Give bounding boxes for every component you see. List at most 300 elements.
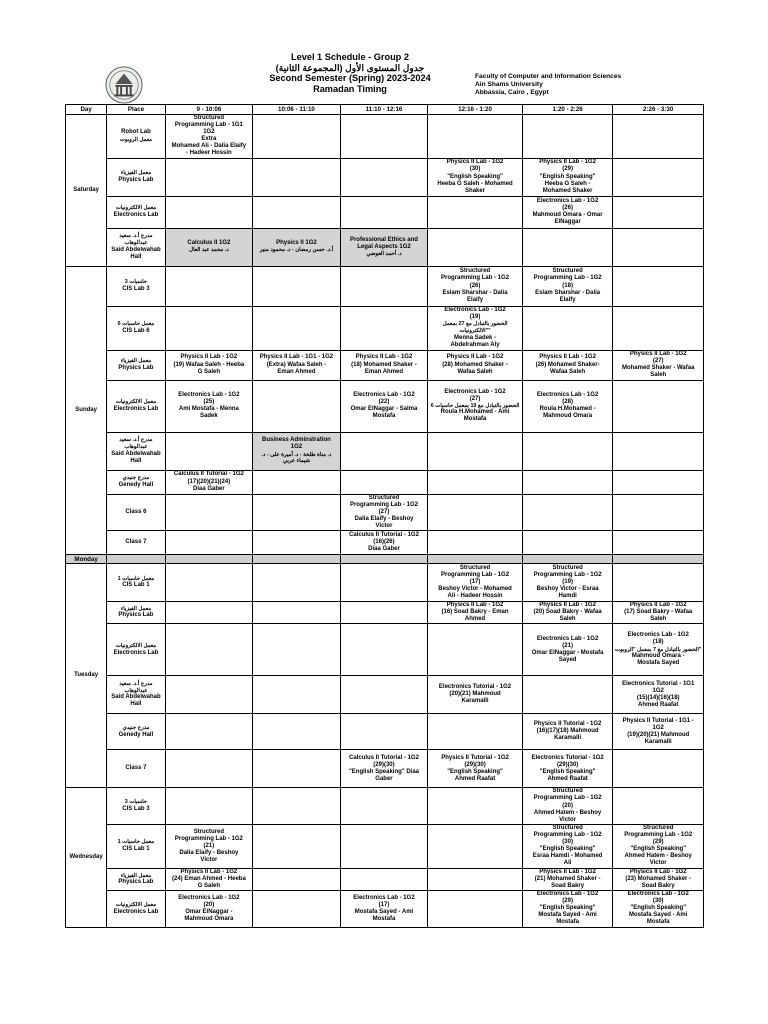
schedule-cell (428, 266, 523, 306)
cell-text: Electronics Lab (113, 405, 159, 412)
table-row (66, 564, 704, 602)
place-cell: Class 6 (107, 494, 165, 530)
schedule-cell (340, 494, 428, 530)
schedule-cell (253, 115, 341, 159)
schedule-cell (340, 115, 428, 159)
day-saturday: Saturday (66, 115, 107, 267)
table-row (66, 380, 704, 432)
schedule-cell (613, 824, 704, 868)
place-cell (107, 602, 165, 624)
schedule-cell (613, 750, 704, 788)
schedule-cell (613, 158, 704, 196)
schedule-cell (165, 115, 253, 159)
cell-text: Physics II Lab - 1G2 (16) Soad Bakry - Eman Ahmed (441, 602, 509, 623)
schedule-cell (522, 714, 613, 750)
cell-arabic-text: معمل الالكترونيات (115, 205, 157, 212)
schedule-cell (165, 350, 253, 380)
schedule-cell (165, 266, 253, 306)
schedule-cell (613, 714, 704, 750)
schedule-cell (340, 228, 428, 266)
schedule-cell (165, 531, 253, 555)
schedule-cell (253, 788, 341, 824)
cell-arabic-text: د. أحمد العوضي (366, 250, 402, 257)
place-cell (107, 115, 165, 159)
schedule-cell (522, 602, 613, 624)
cell-text: CIS Lab 1 (122, 846, 150, 853)
place-cell: Class 7 (107, 531, 165, 555)
schedule-cell (522, 350, 613, 380)
table-cell (522, 555, 613, 564)
table-cell (165, 555, 253, 564)
schedule-cell (340, 432, 428, 470)
schedule-cell (165, 228, 253, 266)
schedule-cell (613, 676, 704, 714)
cell-text: Physics II Lab - 1G2 (18) Mohamed Shaker - Eman Ahmed (351, 354, 417, 375)
place-cell: Class 7 (107, 750, 165, 788)
schedule-cell (428, 602, 523, 624)
schedule-cell (340, 624, 428, 676)
schedule-cell (522, 470, 613, 494)
cell-arabic-text: معمل الالكترونيات (115, 642, 157, 649)
cell-text: Business Adminstration 1G2 (262, 437, 331, 451)
cell-text: Structured Programming Lab - 1G2 (30) "English Speaking" Esraa Hamdi - Mohamed Ali (532, 825, 603, 867)
schedule-cell (428, 470, 523, 494)
table-row (66, 350, 704, 380)
schedule-cell (522, 891, 613, 927)
col-header-slot-2: 10:06 - 11:10 (253, 105, 341, 115)
schedule-cell (428, 196, 523, 228)
schedule-cell (165, 432, 253, 470)
schedule-cell (522, 115, 613, 159)
schedule-cell (340, 350, 428, 380)
schedule-cell (253, 380, 341, 432)
table-cell (340, 555, 428, 564)
cell-text: Physics II Tutorial - 1G2 (16)(17)(18) Mahmoud Karamalli (533, 721, 602, 742)
cell-text: Electronics Tutorial - 1G2 (29)(30) "English Speaking" Ahmed Raafat (531, 754, 604, 782)
cell-text: Physics Lab (118, 879, 154, 886)
schedule-cell (428, 788, 523, 824)
schedule-cell (165, 196, 253, 228)
schedule-cell (340, 714, 428, 750)
schedule-cell (253, 470, 341, 494)
schedule-cell (522, 676, 613, 714)
cell-arabic-text: مدرج جنيدي (122, 475, 150, 482)
schedule-cell (340, 470, 428, 494)
place-cell (107, 788, 165, 824)
schedule-cell (253, 531, 341, 555)
cell-text: Physics II Lab - 1G2 (30) "English Speaking" Heeba G Saleh - Mohamed Shaker (437, 159, 513, 194)
schedule-cell (522, 750, 613, 788)
cell-text: Physics II Tutorial - 1G1 - 1G2 (19)(20)(21) Mahmoud Karamalli (622, 717, 694, 745)
schedule-cell (522, 266, 613, 306)
schedule-cell (340, 196, 428, 228)
schedule-cell (340, 306, 428, 350)
day-monday: Monday (66, 555, 107, 564)
cell-text: Electronics Lab - 1G2 (28) Roula H.Mohamed - Mahmoud Omara (536, 391, 599, 420)
cell-text: Physics II Lab - 1G2 (21) Mohamed Shaker - Soad Bakry (534, 868, 601, 889)
schedule-cell (165, 714, 253, 750)
schedule-cell (253, 350, 341, 380)
cell-text: Roula H.Mohamed - Ami Mostafa (440, 409, 510, 423)
cell-arabic-text: أ.د. حسن رمضان - د. محمود منير (259, 247, 334, 254)
schedule-cell (428, 158, 523, 196)
schedule-cell (613, 228, 704, 266)
place-ar: معمل الروبوت (119, 136, 153, 143)
title-line-4: Ramadan Timing (313, 83, 387, 94)
schedule-table (65, 104, 704, 928)
schedule-cell (165, 676, 253, 714)
schedule-cell (428, 564, 523, 602)
cell-text: Electronics Lab - 1G2 (26) Mahmoud Omara - Omar ElNaggar (532, 197, 603, 226)
cell-text: Physics II Lab - 1G2 (29) "English Speaking" Heeba G Saleh - Mohamed Shaker (539, 159, 596, 194)
schedule-cell (340, 788, 428, 824)
cell-text: Structured Programming Lab - 1G2 (19) Beshoy Victor - Esraa Hamdi (533, 564, 602, 600)
cell-text: Menna Sadek - Abdelrahman Aly (450, 334, 500, 348)
day-wednesday: Wednesday (66, 788, 107, 927)
table-row (66, 676, 704, 714)
cell-arabic-text: الحضور بالتبادل مع 27 بمعمل "الالكترونيات" (442, 321, 508, 335)
schedule-cell (340, 602, 428, 624)
place-cell (107, 676, 165, 714)
schedule-cell (165, 868, 253, 890)
cell-text: Electronics Lab - 1G2 (21) Omar ElNaggar - Mostafa Sayed (531, 635, 604, 663)
schedule-cell (613, 788, 704, 824)
schedule-cell (253, 196, 341, 228)
col-header-slot-6: 2:26 - 3:30 (613, 105, 704, 115)
schedule-cell (165, 564, 253, 602)
cell-text: Electronics Lab - 1G2 (27) (444, 388, 506, 402)
schedule-cell (428, 676, 523, 714)
cell-text: Structured Programming Lab - 1G2 (21) Dalia Elaify - Beshoy Victor (174, 828, 243, 863)
table-cell (428, 555, 523, 564)
schedule-cell (613, 196, 704, 228)
col-header-slot-1: 9 - 10:06 (165, 105, 253, 115)
schedule-cell (522, 564, 613, 602)
schedule-cell (522, 158, 613, 196)
schedule-cell (428, 624, 523, 676)
table-cell (253, 555, 341, 564)
place-cell (107, 624, 165, 676)
table-row (66, 602, 704, 624)
cell-text: Electronics Tutorial - 1G2 (20)(21) Mahmoud Karamalli (438, 684, 512, 705)
university-name: Ain Shams University (475, 81, 543, 89)
cell-text: Physics Lab (118, 176, 154, 183)
cell-text: CIS Lab 3 (122, 805, 150, 812)
schedule-cell (340, 158, 428, 196)
cell-text: Electronics Lab - 1G2 (29) "English Speaking" Mostafa Sayed - Ami Mostafa (536, 891, 599, 926)
cell-text: Physics II Lab - 1G2 (27) Mohamed Shaker - Wafaa Saleh (621, 350, 695, 379)
schedule-cell (253, 432, 341, 470)
cell-text: CIS Lab 1 (122, 582, 150, 589)
cell-text: Structured Programming Lab - 1G2 (29) "English Speaking" Ahmed Hatem - Beshoy Victor (624, 825, 693, 867)
cell-text: Physics II Lab - 1G2 (24) Eman Ahmed - Heeba G Saleh (171, 868, 246, 889)
schedule-cell (428, 494, 523, 530)
schedule-cell (613, 868, 704, 890)
cell-arabic-text: حاسبات 3 (124, 279, 148, 286)
cell-text: Structured Programming Lab - 1G2 (17) Beshoy Victor - Mohamed Ali - Hadeer Hossin (438, 564, 512, 600)
table-row (66, 891, 704, 927)
schedule-cell (253, 676, 341, 714)
place-cell (107, 306, 165, 350)
schedule-cell (253, 564, 341, 602)
cell-text: Calculus II Tutorial - 1G2 (29)(30) "English Speaking" Diaa Gaber (348, 754, 419, 782)
col-header-slot-4: 12:16 - 1:20 (428, 105, 523, 115)
schedule-cell (613, 891, 704, 927)
table-row (66, 470, 704, 494)
schedule-cell (522, 624, 613, 676)
cell-arabic-text: مدرج جنيدي (122, 724, 150, 731)
cell-arabic-text: معمل حاسبات 1 (117, 575, 155, 582)
cell-text: Electronics Lab (113, 211, 159, 218)
schedule-cell (428, 432, 523, 470)
schedule-cell (428, 531, 523, 555)
table-row (66, 228, 704, 266)
cell-arabic-text: معمل الفيزياء (120, 170, 152, 177)
cell-text: Electronics Tutorial - 1G1 1G2 (15)(14)(16)(18) Ahmed Raafat (622, 680, 695, 708)
col-header-day: Day (66, 105, 107, 115)
schedule-cell (428, 868, 523, 890)
schedule-cell (253, 228, 341, 266)
cell-text: Physics II Lab - 1G2 (19) Wafaa Saleh - Heeba G Saleh (173, 354, 245, 375)
schedule-cell (522, 868, 613, 890)
schedule-cell (165, 380, 253, 432)
schedule-cell (428, 115, 523, 159)
schedule-cell (522, 531, 613, 555)
schedule-cell (253, 494, 341, 530)
schedule-cell (253, 158, 341, 196)
schedule-cell (522, 494, 613, 530)
schedule-cell (340, 531, 428, 555)
cell-arabic-text: معمل الفيزياء (120, 872, 152, 879)
table-row (66, 868, 704, 890)
cell-text: Physics II Tutorial - 1G2 (29)(30) "English Speaking" Ahmed Raafat (441, 754, 509, 782)
cell-text: Calculus II Tutorial - 1G2 (16)(26) Diaa Gaber (349, 531, 419, 553)
table-row (66, 494, 704, 530)
schedule-cell (613, 432, 704, 470)
place-cell (107, 470, 165, 494)
cell-text: Mahmoud Omara - Mostafa Sayed (631, 653, 685, 667)
cell-text: Structured Programming Lab - 1G2 (27) Dalia Elaify - Beshoy Victor (349, 494, 418, 529)
cell-text: Structured Programming Lab - 1G2 (26) Eslam Sharshar - Dalia Elaify (441, 268, 510, 303)
schedule-cell (165, 624, 253, 676)
schedule-cell (253, 868, 341, 890)
cell-text: Electronics Lab - 1G2 (18) (627, 632, 689, 646)
cell-text: Electronics Lab (113, 908, 159, 915)
title-line-3: Second Semester (Spring) 2023-2024 (269, 73, 431, 84)
schedule-cell (165, 788, 253, 824)
cell-text: Genedy Hall (118, 731, 154, 738)
title-line-2: جدول المستوى الأول (المجموعة الثانية) (275, 62, 425, 73)
schedule-cell (165, 470, 253, 494)
cell-arabic-text: د. محمد عبد العال (189, 247, 229, 254)
cell-arabic-text: الحضور بالتبادل مع 19 بمعمل حاسبات 6 (430, 402, 520, 409)
schedule-cell (253, 306, 341, 350)
cell-text: Calculus II Tutorial - 1G2 (17)(20)(21)(24) Diaa Gaber (173, 471, 244, 492)
cell-arabic-text: مدرج أ.د. سعيد عبدالوهاب (119, 681, 153, 694)
col-header-slot-5: 1:20 - 2:26 (522, 105, 613, 115)
cell-text: Physics II 1G2 (276, 240, 317, 247)
cell-text: Electronics Lab (113, 649, 159, 656)
cell-arabic-text: حاسبات 3 (124, 799, 148, 806)
schedule-cell (613, 494, 704, 530)
schedule-cell (428, 306, 523, 350)
cell-text: Said Abdelwahab Hall (111, 450, 161, 464)
schedule-cell (253, 824, 341, 868)
schedule-cell (165, 602, 253, 624)
schedule-cell (428, 750, 523, 788)
cell-text: Said Abdelwahab Hall (111, 694, 161, 708)
address: Abbassia, Cairo , Egypt (475, 89, 549, 97)
schedule-cell (428, 228, 523, 266)
table-row (66, 196, 704, 228)
schedule-cell (340, 750, 428, 788)
schedule-cell (428, 824, 523, 868)
table-row (66, 788, 704, 824)
table-cell (107, 555, 165, 564)
schedule-cell (613, 624, 704, 676)
schedule-cell (165, 891, 253, 927)
place-cell (107, 432, 165, 470)
place-cell (107, 891, 165, 927)
schedule-cell (340, 564, 428, 602)
schedule-cell (522, 380, 613, 432)
schedule-cell (613, 531, 704, 555)
university-logo-icon (105, 66, 143, 104)
cell-text: Physics II Lab - 1G1 - 1G2 (Extra) Wafaa Saleh - Eman Ahmed (259, 354, 334, 375)
place-cell (107, 228, 165, 266)
schedule-cell (340, 676, 428, 714)
table-row (66, 824, 704, 868)
schedule-cell (613, 115, 704, 159)
faculty-info (475, 73, 675, 98)
schedule-cell (165, 750, 253, 788)
place-cell (107, 196, 165, 228)
cell-text: Electronics Lab - 1G2 (17) Mostafa Sayed - Ami Mostafa (353, 894, 415, 922)
cell-text: Electronics Lab - 1G2 (25) Ami Mostafa - Menna Sadek (178, 391, 240, 420)
table-row (66, 158, 704, 196)
monday-separator-row (66, 555, 704, 564)
schedule-cell (613, 350, 704, 380)
cell-arabic-text: د. مناة طلخة - د. أميرة على - د. شيماء عربي (261, 451, 332, 465)
place-en: Robot Lab (121, 129, 151, 136)
schedule-cell (522, 228, 613, 266)
cell-text: Electronics Lab - 1G2 (20) Omar ElNaggar - Mahmoud Omara (178, 894, 240, 922)
cell-arabic-text: معمل حاسبات 1 (117, 839, 155, 846)
cell-text: Professional Ethics and Legal Aspects 1G2 (349, 236, 418, 250)
col-header-slot-3: 11:10 - 12:16 (340, 105, 428, 115)
schedule-cell (165, 306, 253, 350)
schedule-cell (522, 788, 613, 824)
schedule-cell (253, 891, 341, 927)
table-row (66, 531, 704, 555)
schedule-cell (165, 158, 253, 196)
cell-text: Genedy Hall (118, 481, 154, 488)
day-sunday: Sunday (66, 266, 107, 554)
table-row (66, 432, 704, 470)
schedule-title (230, 52, 470, 94)
schedule-cell (613, 380, 704, 432)
place-cell (107, 714, 165, 750)
place-cell (107, 158, 165, 196)
schedule-cell (522, 306, 613, 350)
table-row (66, 115, 704, 159)
schedule-cell (613, 602, 704, 624)
schedule-cell (522, 432, 613, 470)
place-cell (107, 350, 165, 380)
table-row (66, 266, 704, 306)
cell-arabic-text: معمل حاسبات 6 (117, 321, 155, 328)
cell-text: Physics II Lab - 1G2 (20) Soad Bakry - Wafaa Saleh (533, 602, 602, 623)
cell-arabic-text: مدرج أ.د. سعيد عبدالوهاب (119, 233, 153, 246)
schedule-cell (613, 306, 704, 350)
cell-arabic-text: معمل الالكترونيات (115, 901, 157, 908)
place-cell (107, 824, 165, 868)
schedule-cell (522, 196, 613, 228)
cell-text: Calculus II 1G2 (187, 240, 231, 247)
cell-text: Physics Lab (118, 364, 154, 371)
schedule-cell (522, 824, 613, 868)
schedule-cell (340, 266, 428, 306)
cell-arabic-text: معمل الفيزياء (120, 605, 152, 612)
title-line-1: Level 1 Schedule - Group 2 (291, 52, 409, 62)
schedule-cell (613, 266, 704, 306)
table-cell (613, 555, 704, 564)
cell-text: Physics II Lab - 1G2 (26) Mohamed Shaker- Wafaa Saleh (535, 354, 600, 375)
cell-text: Structured Programming Lab - 1G2 (20) Ahmed Hatem - Beshoy Victor (533, 788, 602, 823)
place-cell (107, 868, 165, 890)
cell-arabic-text: معمل الفيزياء (120, 358, 152, 365)
table-row (66, 306, 704, 350)
day-tuesday: Tuesday (66, 564, 107, 788)
cell-text: Electronics Lab - 1G2 (19) (444, 307, 506, 321)
place-cell (107, 380, 165, 432)
cell-text: Structured Programming Lab - 1G2 (18) Eslam Sharshar - Dalia Elaify (533, 268, 602, 303)
schedule-cell (253, 266, 341, 306)
header-row (66, 105, 704, 115)
cell-text: Electronics Lab - 1G2 (30) "English Speaking" Mostafa Sayed - Ami Mostafa (627, 891, 689, 926)
table-row (66, 750, 704, 788)
schedule-cell (613, 470, 704, 494)
col-header-place: Place (107, 105, 165, 115)
schedule-cell (340, 891, 428, 927)
schedule-cell (340, 868, 428, 890)
faculty-name: Faculty of Computer and Information Sciences (475, 73, 622, 80)
schedule-cell (428, 380, 523, 432)
cell-text: Physics Lab (118, 612, 154, 619)
cell-arabic-text: معمل الالكترونيات (115, 399, 157, 406)
cell-text: Physics II Lab - 1G2 (23) Mohamed Shaker - Soad Bakry (625, 868, 692, 889)
schedule-cell (253, 602, 341, 624)
cell-text: Physics II Lab - 1G2 (28) Mohamed Shaker - Wafaa Saleh (442, 354, 508, 375)
schedule-cell (165, 824, 253, 868)
cell-text: Structured Programming Lab - 1G1 1G2 Extra Mohamed Ali - Dalia Elaify - Hadeer Hossin (171, 115, 247, 157)
cell-arabic-text: الحضور بالتبادل مع 7 بمعمل "الروبوت" (614, 646, 702, 653)
schedule-cell (428, 714, 523, 750)
cell-text: CIS Lab 3 (122, 285, 150, 292)
table-row (66, 624, 704, 676)
cell-text: Said Abdelwahab Hall (111, 246, 161, 260)
table-row (66, 714, 704, 750)
schedule-cell (613, 564, 704, 602)
cell-text: CIS Lab 6 (122, 327, 150, 334)
cell-text: Physics II Lab - 1G2 (17) Soad Bakry - Wafaa Saleh (624, 602, 693, 623)
schedule-cell (253, 750, 341, 788)
cell-arabic-text: مدرج أ.د. سعيد عبدالوهاب (119, 437, 153, 450)
schedule-cell (253, 714, 341, 750)
place-cell (107, 266, 165, 306)
schedule-cell (340, 380, 428, 432)
place-cell (107, 564, 165, 602)
